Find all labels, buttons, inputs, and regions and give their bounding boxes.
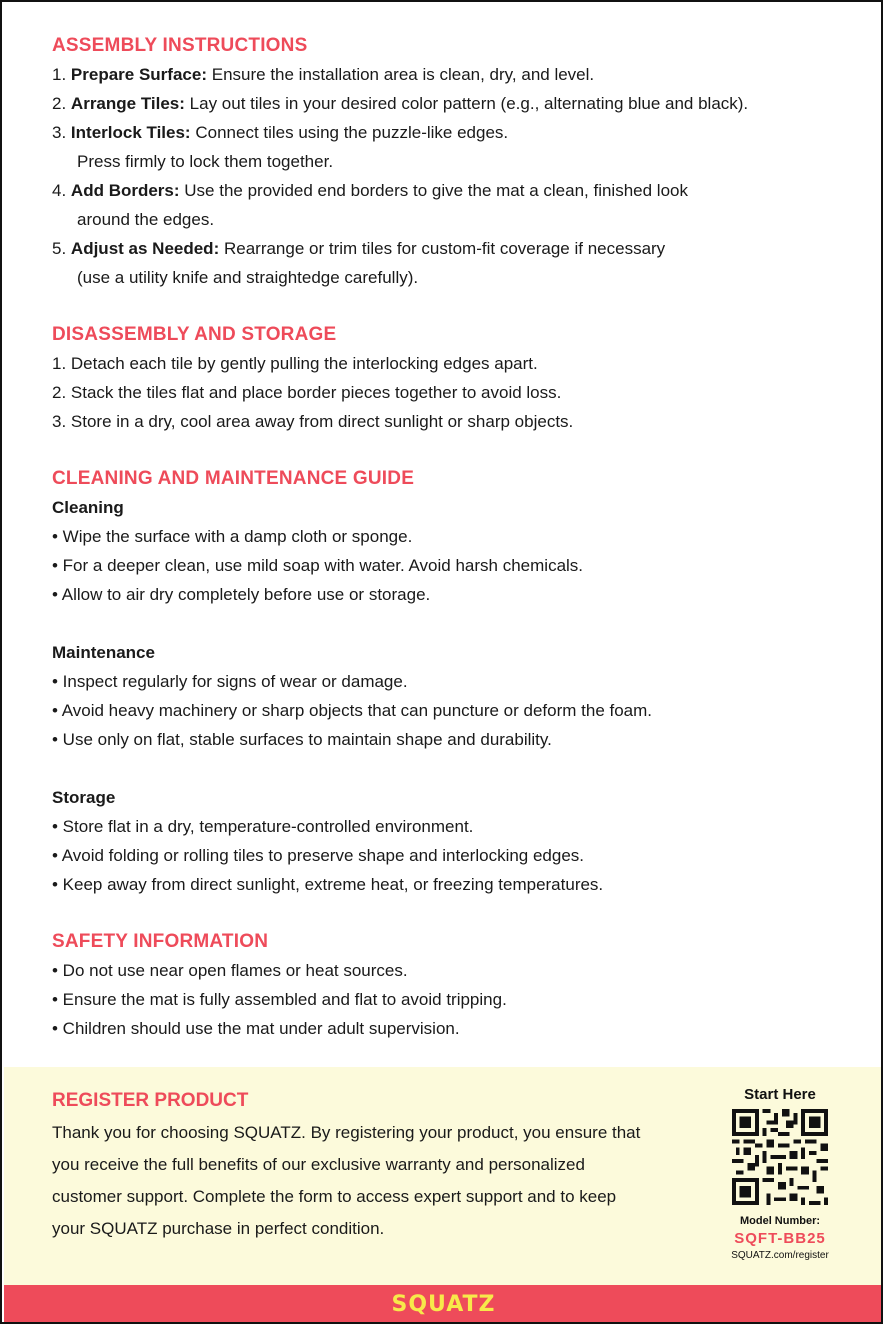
step-label: Prepare Surface: <box>70 65 207 84</box>
spacer <box>52 754 852 783</box>
step-text: Use the provided end borders to give the mat a clean, finished look <box>184 181 688 200</box>
assembly-step <box>52 118 852 147</box>
step-label: Adjust as Needed: <box>70 239 220 258</box>
list-item: • Ensure the mat is fully assembled and flat to avoid tripping. <box>52 990 507 1009</box>
step-continuation: around the edges. <box>77 210 215 229</box>
cleaning-subheading: Cleaning <box>52 498 124 517</box>
list-item: • Avoid folding or rolling tiles to preserve shape and interlocking edges. <box>52 846 585 865</box>
list-item: • Avoid heavy machinery or sharp objects that can puncture or deform the foam. <box>52 701 653 720</box>
spacer <box>52 292 852 321</box>
register-title: REGISTER PRODUCT <box>52 1090 249 1111</box>
list-item: • Keep away from direct sunlight, extreme heat, or freezing temperatures. <box>52 875 604 894</box>
safety-title: SAFETY INFORMATION <box>52 931 269 952</box>
list-item: • Do not use near open flames or heat sources. <box>52 961 408 980</box>
assembly-step <box>52 234 852 263</box>
footer-bar <box>4 1285 883 1324</box>
assembly-step <box>52 60 852 89</box>
assembly-title: ASSEMBLY INSTRUCTIONS <box>52 35 308 56</box>
maintenance-subheading: Maintenance <box>52 643 155 662</box>
spacer <box>52 436 852 465</box>
register-text <box>52 1117 732 1245</box>
disassembly-title: DISASSEMBLY AND STORAGE <box>52 324 337 345</box>
register-line: you receive the full benefits of our exclusive warranty and personalized <box>52 1155 585 1174</box>
step-continuation: Press firmly to lock them together. <box>77 152 334 171</box>
list-item: • Use only on flat, stable surfaces to maintain shape and durability. <box>52 730 552 749</box>
register-line: your SQUATZ purchase in perfect condition. <box>52 1219 385 1238</box>
list-item: • Children should use the mat under adult supervision. <box>52 1019 460 1038</box>
step-number: 3. <box>52 123 67 142</box>
start-here-label: Start Here <box>744 1086 816 1103</box>
list-item: 3. Store in a dry, cool area away from direct sunlight or sharp objects. <box>52 412 574 431</box>
step-number: 2. <box>52 94 67 113</box>
cleaning-title: CLEANING AND MAINTENANCE GUIDE <box>52 468 415 489</box>
list-item: • Wipe the surface with a damp cloth or sponge. <box>52 527 413 546</box>
list-item: • Store flat in a dry, temperature-controlled environment. <box>52 817 474 836</box>
step-number: 4. <box>52 181 67 200</box>
main-content <box>52 32 852 1043</box>
model-number-label: Model Number: <box>739 1215 821 1227</box>
list-item: 1. Detach each tile by gently pulling the interlocking edges apart. <box>52 354 538 373</box>
step-number: 1. <box>52 65 67 84</box>
step-continuation: (use a utility knife and straightedge carefully). <box>77 268 419 287</box>
list-item: • For a deeper clean, use mild soap with water. Avoid harsh chemicals. <box>52 556 584 575</box>
qr-code-icon[interactable] <box>732 1109 828 1205</box>
register-line: customer support. Complete the form to access expert support and to keep <box>52 1187 617 1206</box>
spacer <box>52 609 852 638</box>
step-text: Lay out tiles in your desired color pattern (e.g., alternating blue and black). <box>189 94 749 113</box>
step-label: Interlock Tiles: <box>70 123 191 142</box>
register-line: Thank you for choosing SQUATZ. By registering your product, you ensure that <box>52 1123 641 1142</box>
storage-subheading: Storage <box>52 788 116 807</box>
step-text: Connect tiles using the puzzle-like edges. <box>195 123 509 142</box>
assembly-steps <box>52 60 852 292</box>
list-item: 2. Stack the tiles flat and place border pieces together to avoid loss. <box>52 383 562 402</box>
assembly-step <box>52 176 852 205</box>
model-number: SQFT-BB25 <box>734 1230 826 1247</box>
step-text: Ensure the installation area is clean, dry, and level. <box>211 65 595 84</box>
list-item: • Inspect regularly for signs of wear or damage. <box>52 672 408 691</box>
brand-logo: SQUATZ <box>391 1292 496 1317</box>
register-side <box>725 1085 835 1263</box>
step-label: Arrange Tiles: <box>70 94 185 113</box>
assembly-step <box>52 89 852 118</box>
step-number: 5. <box>52 239 67 258</box>
spacer <box>52 899 852 928</box>
register-panel <box>4 1067 883 1285</box>
step-text: Rearrange or trim tiles for custom-fit coverage if necessary <box>223 239 666 258</box>
list-item: • Allow to air dry completely before use or storage. <box>52 585 431 604</box>
register-url[interactable]: SQUATZ.com/register <box>731 1250 829 1261</box>
step-label: Add Borders: <box>70 181 180 200</box>
